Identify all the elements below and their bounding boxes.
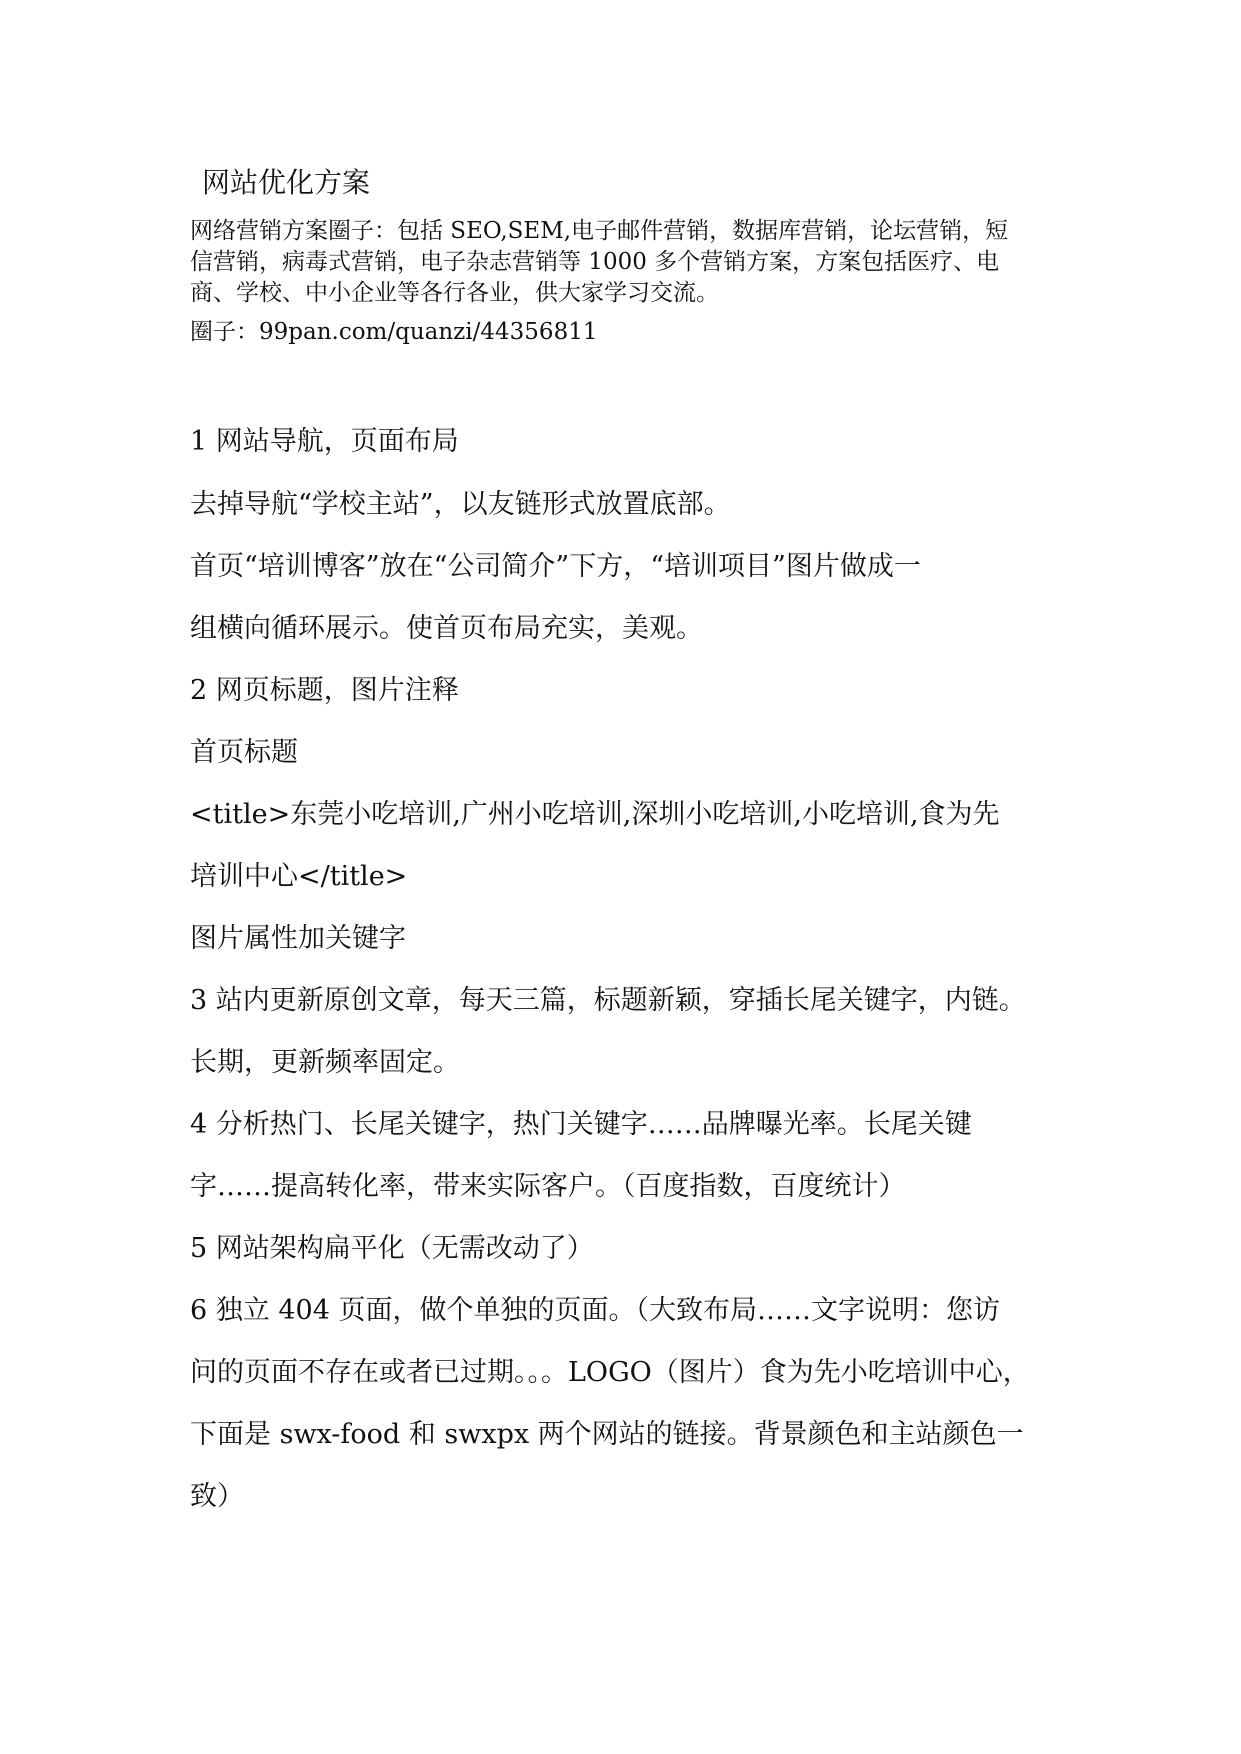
body-line: 问的页面不存在或者已过期。。。LOGO（图片）食为先小吃培训中心， — [190, 1357, 1030, 1388]
body-line: 字……提高转化率，带来实际客户。（百度指数，百度统计） — [190, 1171, 906, 1202]
section-heading-3: 3 站内更新原创文章，每天三篇，标题新颖，穿插长尾关键字，内链。 — [190, 985, 1026, 1016]
section-heading-6: 6 独立 404 页面，做个单独的页面。（大致布局……文字说明：您访 — [190, 1295, 1000, 1326]
document-title: 网站优化方案 — [202, 166, 371, 199]
intro-line: 网络营销方案圈子：包括 SEO,SEM,电子邮件营销，数据库营销，论坛营销，短 — [190, 218, 1009, 244]
section-heading-2: 2 网页标题，图片注释 — [190, 675, 459, 706]
intro-paragraph — [190, 216, 1060, 309]
body-line: 下面是 swx-food 和 swxpx 两个网站的链接。背景颜色和主站颜色一 — [190, 1419, 1024, 1450]
body-line: 致） — [190, 1481, 244, 1512]
section-heading-5: 5 网站架构扁平化（无需改动了） — [190, 1233, 594, 1264]
body-line: 组横向循环展示。使首页布局充实，美观。 — [190, 613, 703, 644]
body-line: 首页标题 — [190, 737, 298, 768]
intro-line: 商、学校、中小企业等各行各业，供大家学习交流。 — [190, 280, 719, 306]
section-heading-4: 4 分析热门、长尾关键字，热门关键字……品牌曝光率。长尾关键 — [190, 1109, 972, 1140]
body-line: 长期，更新频率固定。 — [190, 1047, 460, 1078]
circle-link: 圈子：99pan.com/quanzi/44356811 — [190, 319, 598, 345]
section-heading-1: 1 网站导航，页面布局 — [190, 426, 459, 457]
body-line: 图片属性加关键字 — [190, 923, 406, 954]
body-line: <title>东莞小吃培训,广州小吃培训,深圳小吃培训,小吃培训,食为先 — [190, 799, 1000, 830]
body-line: 培训中心</title> — [190, 861, 408, 892]
body-line: 去掉导航“学校主站”，以友链形式放置底部。 — [190, 489, 731, 520]
body-line: 首页“培训博客”放在“公司简介”下方，“培训项目”图片做成一 — [190, 551, 921, 582]
intro-line: 信营销，病毒式营销，电子杂志营销等 1000 多个营销方案，方案包括医疗、电 — [190, 249, 1000, 275]
